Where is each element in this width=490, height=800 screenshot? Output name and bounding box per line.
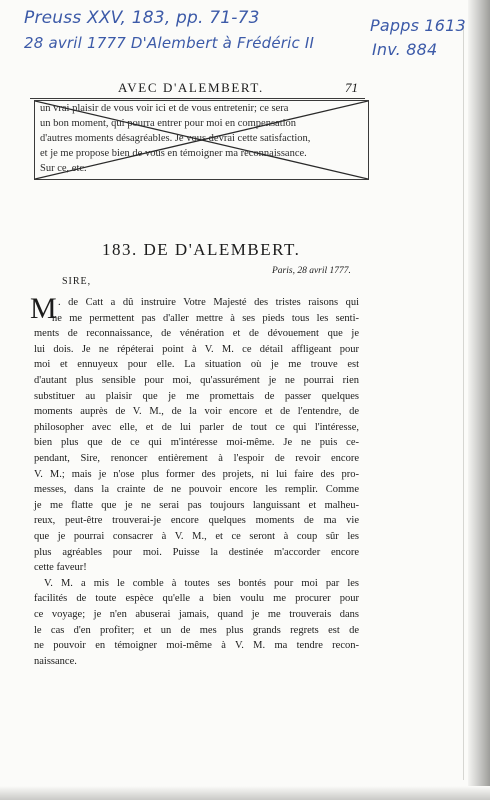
letter-title: 183. DE D'ALEMBERT. <box>102 240 301 259</box>
letter-text-line: ne pouvoir en témoigner moi-même à V. M. ma tendre recon- <box>34 640 359 652</box>
page-edge-shadow <box>468 0 490 800</box>
letter-text-line: pendant, Sire, renoncer entièrement à l'espoir de revoir encore <box>34 453 359 464</box>
drop-cap: M <box>30 292 57 325</box>
letter-salutation: SIRE, <box>62 276 92 287</box>
struck-text-line: Sur ce, etc. <box>40 163 87 174</box>
struck-text-line: un vrai plaisir de vous voir ici et de vous entretenir; ce sera <box>40 103 289 114</box>
letter-text-line: cette faveur! <box>34 562 87 574</box>
struck-text-line: un bon moment, qui pourra entrer pour moi en compensation <box>40 118 297 129</box>
letter-text-line: . de Catt a dû instruire Votre Majesté des tristes raisons qui <box>58 297 359 308</box>
letter-text-line: plus agréables pour moi. Puisse la destinée m'accorder encore <box>34 546 359 558</box>
struck-text-line: et je me propose bien de vous en témoigner ma reconnaissance. <box>40 148 307 159</box>
letter-text-line: ne me permettent pas d'aller mettre à ses pieds tous les senti- <box>52 312 359 324</box>
page-bottom-shadow <box>0 786 490 800</box>
letter-text-line: V. M.; mais je n'ose plus former des projets, ni lui faire des pro- <box>34 468 359 480</box>
running-head: AVEC D'ALEMBERT. <box>118 80 264 95</box>
letter-text-line: reux, peut-être trouverai-je encore quelques moments de ma vie <box>34 515 359 527</box>
letter-text-line: lui dois. Je ne répéterai point à V. M. ce détail affligeant pour <box>34 343 359 355</box>
handwritten-archive-ref: Papps 1613 <box>370 16 466 35</box>
letter-text-line: substituer au plaisir que je me promettais de passer quelques <box>34 390 359 402</box>
letter-text-line: que je pourrai consacrer à V. M., et ce seront à coup sûr les <box>34 531 359 542</box>
letter-text-line: je me flatte que je ne serai pas toujours languissant et malheu- <box>34 499 359 511</box>
letter-dateline: Paris, 28 avril 1777. <box>272 266 351 276</box>
handwritten-date-note: 28 avril 1777 D'Alembert à Frédéric II <box>24 34 315 52</box>
letter-text-line: le cas d'en profiter; et un de mes plus grands regrets est de <box>34 624 359 636</box>
letter-text-line: naissance. <box>34 655 77 667</box>
struck-text-line: d'autres moments désagréables. Je vous devrai cette satisfaction, <box>40 133 311 144</box>
letter-text-line: d'autant plus sensible pour moi, qu'assurément je ne pourrai rien <box>34 375 359 386</box>
letter-text-line: moi et ennuyeux pour elle. La situation où je me trouve est <box>34 359 359 371</box>
handwritten-reference: Preuss XXV, 183, pp. 71-73 <box>24 8 260 28</box>
letter-text-line: moments auprès de V. M., de la voir encore et de l'entendre, de <box>34 406 359 418</box>
letter-text-line: bien plus que de ce qui m'intéresse moi-même. Je ne puis ce- <box>34 437 359 449</box>
handwritten-inventory-ref: Inv. 884 <box>372 40 438 59</box>
page-number: 71 <box>345 80 358 95</box>
letter-text-line: philosopher avec elle, et de lui parler de tout ce qui l'intéresse, <box>34 421 359 433</box>
letter-text-line: facilités de toute espèce qu'elle a bien voulu me procurer pour <box>34 593 359 605</box>
header-rule <box>30 98 365 99</box>
letter-text-line: ce voyage; je n'en abuserai jamais, quand je me trouverais dans <box>34 609 359 620</box>
page-fold-line <box>463 20 464 780</box>
letter-text-line: V. M. a mis le comble à toutes ses bontés pour moi par les <box>44 577 359 589</box>
letter-text-line: messes, dans la crainte de ne pouvoir encore les remplir. Comme <box>34 484 359 496</box>
letter-text-line: ments de reconnaissance, de vénération et de dévouement que je <box>34 328 359 340</box>
